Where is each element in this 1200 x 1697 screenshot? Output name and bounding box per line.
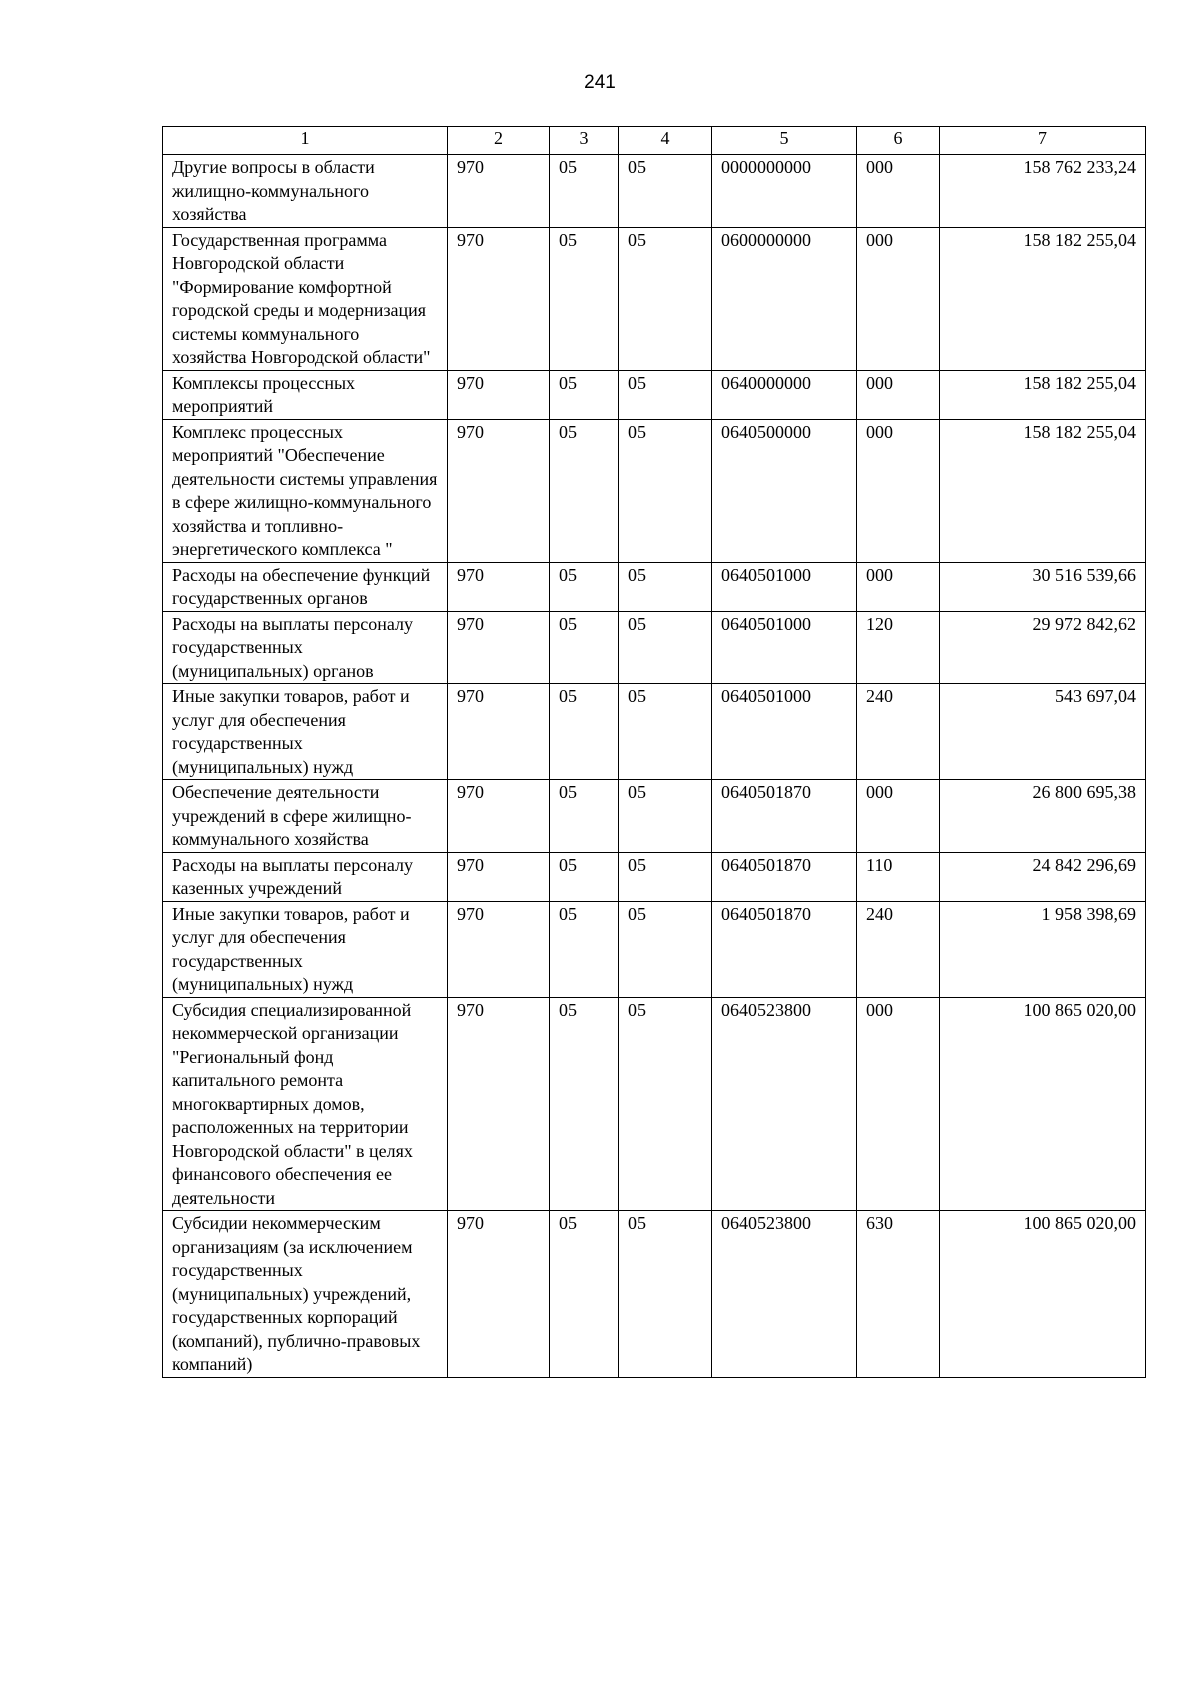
row-amount-cell: 100 865 020,00 [940,1211,1146,1378]
row-cell-col6: 000 [857,155,940,228]
row-cell-col4: 05 [619,780,712,853]
row-amount-cell: 158 182 255,04 [940,227,1146,370]
row-cell-col5: 0640523800 [712,997,857,1211]
row-name-cell: Иные закупки товаров, работ и услуг для обеспечения государственных (муниципальных) нужд [163,684,448,780]
table-row [163,370,1146,419]
row-cell-col3: 05 [550,419,619,562]
row-cell-col2: 970 [448,901,550,997]
row-cell-col5: 0640523800 [712,1211,857,1378]
row-cell-col4: 05 [619,155,712,228]
table-row [163,684,1146,780]
row-name-cell: Обеспечение деятельности учреждений в сфере жилищно-коммунального хозяйства [163,780,448,853]
row-cell-col2: 970 [448,997,550,1211]
row-name-cell: Расходы на обеспечение функций государственных органов [163,562,448,611]
row-cell-col3: 05 [550,901,619,997]
row-cell-col4: 05 [619,370,712,419]
row-name-cell: Расходы на выплаты персоналу казенных учреждений [163,852,448,901]
column-header: 1 [163,127,448,155]
row-amount-cell: 100 865 020,00 [940,997,1146,1211]
row-amount-cell: 158 182 255,04 [940,370,1146,419]
row-cell-col2: 970 [448,370,550,419]
row-cell-col6: 000 [857,227,940,370]
row-cell-col6: 240 [857,901,940,997]
column-header: 7 [940,127,1146,155]
row-cell-col6: 000 [857,370,940,419]
column-header: 3 [550,127,619,155]
row-cell-col4: 05 [619,684,712,780]
row-amount-cell: 26 800 695,38 [940,780,1146,853]
row-cell-col3: 05 [550,227,619,370]
row-cell-col3: 05 [550,611,619,684]
row-cell-col5: 0640000000 [712,370,857,419]
row-cell-col5: 0640501870 [712,780,857,853]
row-cell-col6: 000 [857,562,940,611]
row-amount-cell: 158 182 255,04 [940,419,1146,562]
row-name-cell: Иные закупки товаров, работ и услуг для обеспечения государственных (муниципальных) нужд [163,901,448,997]
row-amount-cell: 24 842 296,69 [940,852,1146,901]
row-name-cell: Субсидии некоммерческим организациям (за исключением государственных (муниципальных) учреждений, государственных корпораций (компаний), публично-правовых компаний) [163,1211,448,1378]
row-cell-col3: 05 [550,852,619,901]
row-cell-col2: 970 [448,852,550,901]
row-amount-cell: 1 958 398,69 [940,901,1146,997]
row-cell-col4: 05 [619,852,712,901]
table-row [163,562,1146,611]
row-cell-col4: 05 [619,611,712,684]
row-cell-col5: 0640501870 [712,852,857,901]
budget-table [162,126,1146,1378]
row-amount-cell: 29 972 842,62 [940,611,1146,684]
row-cell-col6: 000 [857,780,940,853]
table-row [163,419,1146,562]
row-name-cell: Комплексы процессных мероприятий [163,370,448,419]
row-cell-col2: 970 [448,419,550,562]
table-row [163,901,1146,997]
table-row [163,611,1146,684]
row-cell-col2: 970 [448,611,550,684]
row-cell-col3: 05 [550,997,619,1211]
row-cell-col2: 970 [448,684,550,780]
row-cell-col5: 0640500000 [712,419,857,562]
row-name-cell: Государственная программа Новгородской области "Формирование комфортной городской среды и модернизация системы коммунального хозяйства Новгородской области" [163,227,448,370]
column-header: 5 [712,127,857,155]
row-cell-col5: 0640501000 [712,611,857,684]
row-cell-col3: 05 [550,370,619,419]
table-row [163,852,1146,901]
column-header: 4 [619,127,712,155]
row-cell-col3: 05 [550,780,619,853]
table-header-row [163,127,1146,155]
row-name-cell: Другие вопросы в области жилищно-коммунального хозяйства [163,155,448,228]
table-row [163,1211,1146,1378]
column-header: 6 [857,127,940,155]
row-cell-col2: 970 [448,562,550,611]
row-cell-col6: 120 [857,611,940,684]
table-row [163,227,1146,370]
row-cell-col2: 970 [448,1211,550,1378]
table-body [163,155,1146,1378]
row-cell-col2: 970 [448,780,550,853]
row-cell-col5: 0640501870 [712,901,857,997]
row-cell-col3: 05 [550,155,619,228]
table-row [163,155,1146,228]
row-cell-col4: 05 [619,227,712,370]
row-cell-col2: 970 [448,227,550,370]
row-cell-col6: 630 [857,1211,940,1378]
row-cell-col5: 0640501000 [712,562,857,611]
row-name-cell: Субсидия специализированной некоммерческой организации "Региональный фонд капитального ремонта многоквартирных домов, расположенных на территории Новгородской области" в целях финансового обеспечения ее деятельности [163,997,448,1211]
table-row [163,997,1146,1211]
row-cell-col5: 0600000000 [712,227,857,370]
row-amount-cell: 158 762 233,24 [940,155,1146,228]
row-name-cell: Комплекс процессных мероприятий "Обеспечение деятельности системы управления в сфере жилищно-коммунального хозяйства и топливно-энергетического комплекса " [163,419,448,562]
row-cell-col3: 05 [550,684,619,780]
row-amount-cell: 543 697,04 [940,684,1146,780]
row-cell-col5: 0640501000 [712,684,857,780]
row-cell-col6: 000 [857,419,940,562]
row-cell-col5: 0000000000 [712,155,857,228]
row-cell-col4: 05 [619,997,712,1211]
row-cell-col3: 05 [550,1211,619,1378]
row-cell-col6: 110 [857,852,940,901]
row-cell-col4: 05 [619,419,712,562]
row-cell-col4: 05 [619,1211,712,1378]
row-cell-col4: 05 [619,562,712,611]
table-row [163,780,1146,853]
row-cell-col6: 240 [857,684,940,780]
column-header: 2 [448,127,550,155]
row-amount-cell: 30 516 539,66 [940,562,1146,611]
row-cell-col2: 970 [448,155,550,228]
row-cell-col4: 05 [619,901,712,997]
row-name-cell: Расходы на выплаты персоналу государственных (муниципальных) органов [163,611,448,684]
page-number: 241 [584,72,616,93]
row-cell-col6: 000 [857,997,940,1211]
row-cell-col3: 05 [550,562,619,611]
